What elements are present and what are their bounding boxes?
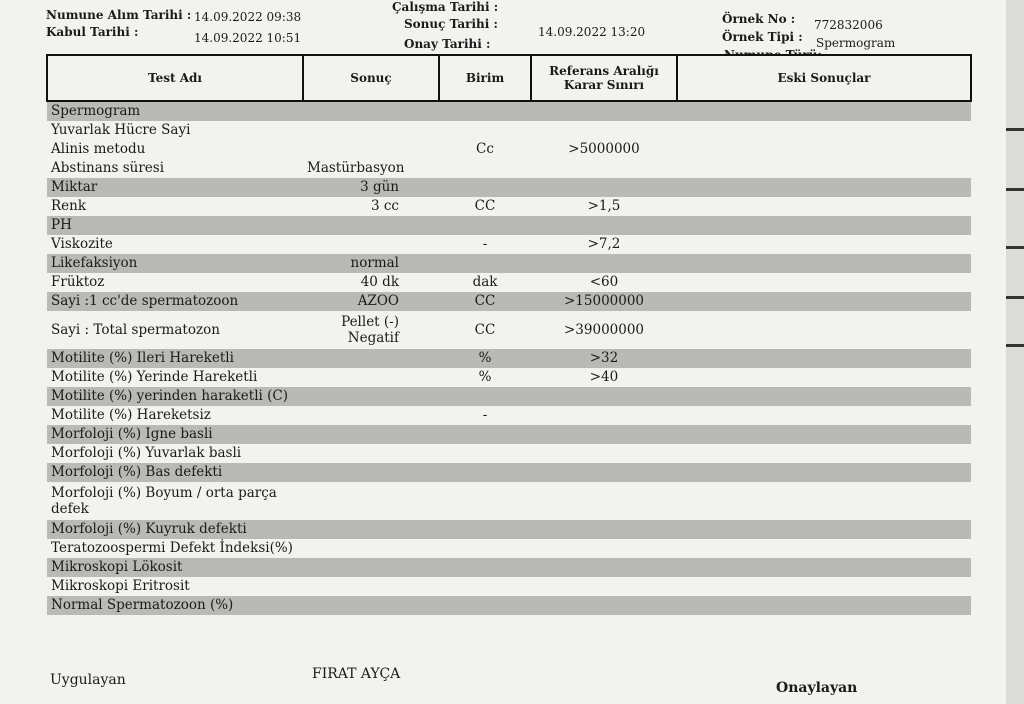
row-old-result xyxy=(677,406,971,425)
row-old-result xyxy=(677,482,971,520)
col-reference: Referans Aralığı Karar Sınırı xyxy=(531,55,677,101)
row-result: 40 dk xyxy=(360,274,399,290)
row-reference xyxy=(531,520,677,539)
row-reference xyxy=(531,596,677,615)
row-unit: CC xyxy=(439,292,531,311)
row-reference xyxy=(531,406,677,425)
row-test-name: Alinis metodu xyxy=(51,141,146,157)
row-unit xyxy=(439,520,531,539)
row-old-result xyxy=(677,159,971,178)
row-unit: Cc xyxy=(476,141,494,157)
row-old-result xyxy=(677,101,971,121)
table-row xyxy=(47,311,971,349)
row-reference xyxy=(531,425,677,444)
result-date-value: 14.09.2022 13:20 xyxy=(538,25,646,39)
row-result xyxy=(303,406,439,425)
table-row xyxy=(47,368,971,387)
edge-mark xyxy=(1006,296,1024,299)
edge-mark xyxy=(1006,128,1024,131)
accept-date-label: Kabul Tarihi : xyxy=(46,25,139,39)
edge-mark xyxy=(1006,188,1024,191)
row-test-name: Motilite (%) yerinden haraketli (C) xyxy=(47,387,303,406)
edge-mark xyxy=(1006,246,1024,249)
row-test-name: Früktoz xyxy=(51,274,105,290)
table-row xyxy=(47,121,971,140)
row-unit: % xyxy=(478,369,492,385)
row-test-name: Likefaksiyon xyxy=(47,254,303,273)
sample-date-label: Numune Alım Tarihi : xyxy=(46,8,192,22)
row-old-result xyxy=(677,539,971,558)
col-old-results: Eski Sonuçlar xyxy=(677,55,971,101)
row-reference xyxy=(531,463,677,482)
row-test-name: Spermogram xyxy=(47,101,303,121)
row-test-name: Sayi :1 cc'de spermatozoon xyxy=(47,292,303,311)
sample-no-value: 772832006 xyxy=(814,18,883,32)
table-row xyxy=(47,216,971,235)
table-row xyxy=(47,425,971,444)
row-result xyxy=(303,577,439,596)
row-result xyxy=(303,235,439,254)
sample-type-label: Örnek Tipi : xyxy=(722,30,803,44)
row-old-result xyxy=(677,558,971,577)
table-row xyxy=(47,406,971,425)
row-old-result xyxy=(677,463,971,482)
row-test-name: Abstinans süresi xyxy=(51,160,165,176)
row-result: normal xyxy=(303,254,439,273)
row-old-result xyxy=(677,235,971,254)
row-reference xyxy=(531,387,677,406)
row-result: 3 cc xyxy=(370,198,399,214)
row-unit xyxy=(439,121,531,140)
row-result xyxy=(303,425,439,444)
row-unit xyxy=(439,482,531,520)
row-test-name: Teratozoospermi Defekt İndeksi(%) xyxy=(51,540,293,556)
row-test-name: Normal Spermatozoon (%) xyxy=(47,596,303,615)
row-reference xyxy=(531,558,677,577)
row-test-name: Miktar xyxy=(47,178,303,197)
row-result xyxy=(303,216,439,235)
row-unit xyxy=(439,254,531,273)
table-row xyxy=(47,178,971,197)
row-unit xyxy=(439,101,531,121)
row-test-name: Morfoloji (%) Igne basli xyxy=(47,425,303,444)
accept-date-value: 14.09.2022 10:51 xyxy=(194,31,302,45)
row-result xyxy=(303,121,439,140)
performed-by-name: FIRAT AYÇA xyxy=(312,666,401,682)
row-unit xyxy=(439,178,531,197)
col-unit: Birim xyxy=(439,55,531,101)
row-old-result xyxy=(677,368,971,387)
row-result xyxy=(303,349,439,368)
table-row xyxy=(47,577,971,596)
row-old-result xyxy=(677,349,971,368)
row-test-name: PH xyxy=(47,216,303,235)
row-old-result xyxy=(677,425,971,444)
table-row xyxy=(47,235,971,254)
row-reference: >7,2 xyxy=(587,236,621,252)
row-old-result xyxy=(677,520,971,539)
table-row xyxy=(47,140,971,159)
row-test-name: Viskozite xyxy=(51,236,113,252)
row-result: Mastürbasyon xyxy=(307,160,405,176)
table-row xyxy=(47,273,971,292)
row-reference xyxy=(531,444,677,463)
row-reference xyxy=(531,178,677,197)
row-test-name: Motilite (%) Yerinde Hareketli xyxy=(51,369,258,385)
row-unit xyxy=(439,463,531,482)
row-result xyxy=(303,368,439,387)
row-reference xyxy=(531,254,677,273)
row-test-name: Mikroskopi Eritrosit xyxy=(51,578,190,594)
table-row xyxy=(47,520,971,539)
row-unit xyxy=(439,159,531,178)
edge-mark xyxy=(1006,344,1024,347)
table-row xyxy=(47,349,971,368)
row-result: 3 gün xyxy=(303,178,439,197)
row-result xyxy=(303,482,439,520)
row-test-name: Motilite (%) Hareketsiz xyxy=(51,407,211,423)
table-header-row xyxy=(47,55,971,101)
row-old-result xyxy=(677,444,971,463)
table-row xyxy=(47,101,971,121)
table-row xyxy=(47,159,971,178)
row-result xyxy=(303,520,439,539)
table-row xyxy=(47,539,971,558)
row-old-result xyxy=(677,311,971,349)
row-reference xyxy=(531,121,677,140)
row-test-name: Morfoloji (%) Kuyruk defekti xyxy=(47,520,303,539)
table-row xyxy=(47,254,971,273)
row-old-result xyxy=(677,140,971,159)
sample-date-value: 14.09.2022 09:38 xyxy=(194,10,302,24)
table-row xyxy=(47,197,971,216)
row-result xyxy=(303,101,439,121)
row-unit: CC xyxy=(474,198,496,214)
work-date-label: Çalışma Tarihi : xyxy=(392,0,499,14)
row-old-result xyxy=(677,121,971,140)
table-row xyxy=(47,292,971,311)
row-result xyxy=(303,539,439,558)
row-old-result xyxy=(677,577,971,596)
row-unit: CC xyxy=(474,322,496,338)
row-result xyxy=(303,140,439,159)
row-unit xyxy=(439,425,531,444)
table-row xyxy=(47,482,971,520)
row-result: AZOO xyxy=(303,292,439,311)
performed-by-label: Uygulayan xyxy=(50,672,126,688)
row-test-name: Mikroskopi Lökosit xyxy=(47,558,303,577)
table-row xyxy=(47,387,971,406)
row-unit xyxy=(439,539,531,558)
row-unit: % xyxy=(439,349,531,368)
row-result: Pellet (-) Negatif xyxy=(341,314,399,346)
row-old-result xyxy=(677,178,971,197)
row-unit xyxy=(439,558,531,577)
row-reference: >1,5 xyxy=(587,198,621,214)
row-old-result xyxy=(677,254,971,273)
col-test-name: Test Adı xyxy=(47,55,303,101)
row-reference: >40 xyxy=(589,369,619,385)
row-test-name: Morfoloji (%) Yuvarlak basli xyxy=(51,445,242,461)
row-test-name: Yuvarlak Hücre Sayi xyxy=(51,122,191,138)
col-result: Sonuç xyxy=(303,55,439,101)
row-test-name: Renk xyxy=(51,198,87,214)
row-old-result xyxy=(677,273,971,292)
row-unit xyxy=(439,596,531,615)
row-old-result xyxy=(677,292,971,311)
row-test-name: Motilite (%) Ileri Hareketli xyxy=(47,349,303,368)
row-result xyxy=(303,463,439,482)
row-reference: >5000000 xyxy=(568,141,640,157)
row-result xyxy=(303,558,439,577)
row-reference xyxy=(531,539,677,558)
row-test-name: Morfoloji (%) Boyum / orta parça defek xyxy=(51,485,277,517)
row-reference xyxy=(531,101,677,121)
results-body xyxy=(47,101,971,615)
row-test-name: Morfoloji (%) Bas defekti xyxy=(47,463,303,482)
table-row xyxy=(47,596,971,615)
row-result xyxy=(303,596,439,615)
sample-type-value: Spermogram xyxy=(816,36,896,50)
row-unit: - xyxy=(482,236,488,252)
row-reference: >39000000 xyxy=(563,322,645,338)
sample-no-label: Örnek No : xyxy=(722,12,796,26)
row-test-name: Sayi : Total spermatozon xyxy=(51,322,220,338)
row-unit xyxy=(439,216,531,235)
row-result xyxy=(303,444,439,463)
approval-date-label: Onay Tarihi : xyxy=(404,37,491,51)
row-unit xyxy=(439,387,531,406)
row-reference: >32 xyxy=(531,349,677,368)
row-old-result xyxy=(677,216,971,235)
row-reference xyxy=(531,159,677,178)
results-table xyxy=(46,54,972,615)
row-reference xyxy=(531,216,677,235)
table-row xyxy=(47,463,971,482)
table-row xyxy=(47,444,971,463)
approved-by-label: Onaylayan xyxy=(776,680,858,696)
table-row xyxy=(47,558,971,577)
result-date-label: Sonuç Tarihi : xyxy=(404,17,498,31)
row-old-result xyxy=(677,387,971,406)
row-reference: <60 xyxy=(589,274,619,290)
row-result xyxy=(303,387,439,406)
row-unit xyxy=(439,444,531,463)
row-reference: >15000000 xyxy=(531,292,677,311)
row-old-result xyxy=(677,197,971,216)
row-reference xyxy=(531,482,677,520)
row-reference xyxy=(531,577,677,596)
row-unit xyxy=(439,577,531,596)
row-old-result xyxy=(677,596,971,615)
row-unit: dak xyxy=(472,274,498,290)
row-unit: - xyxy=(482,407,488,423)
